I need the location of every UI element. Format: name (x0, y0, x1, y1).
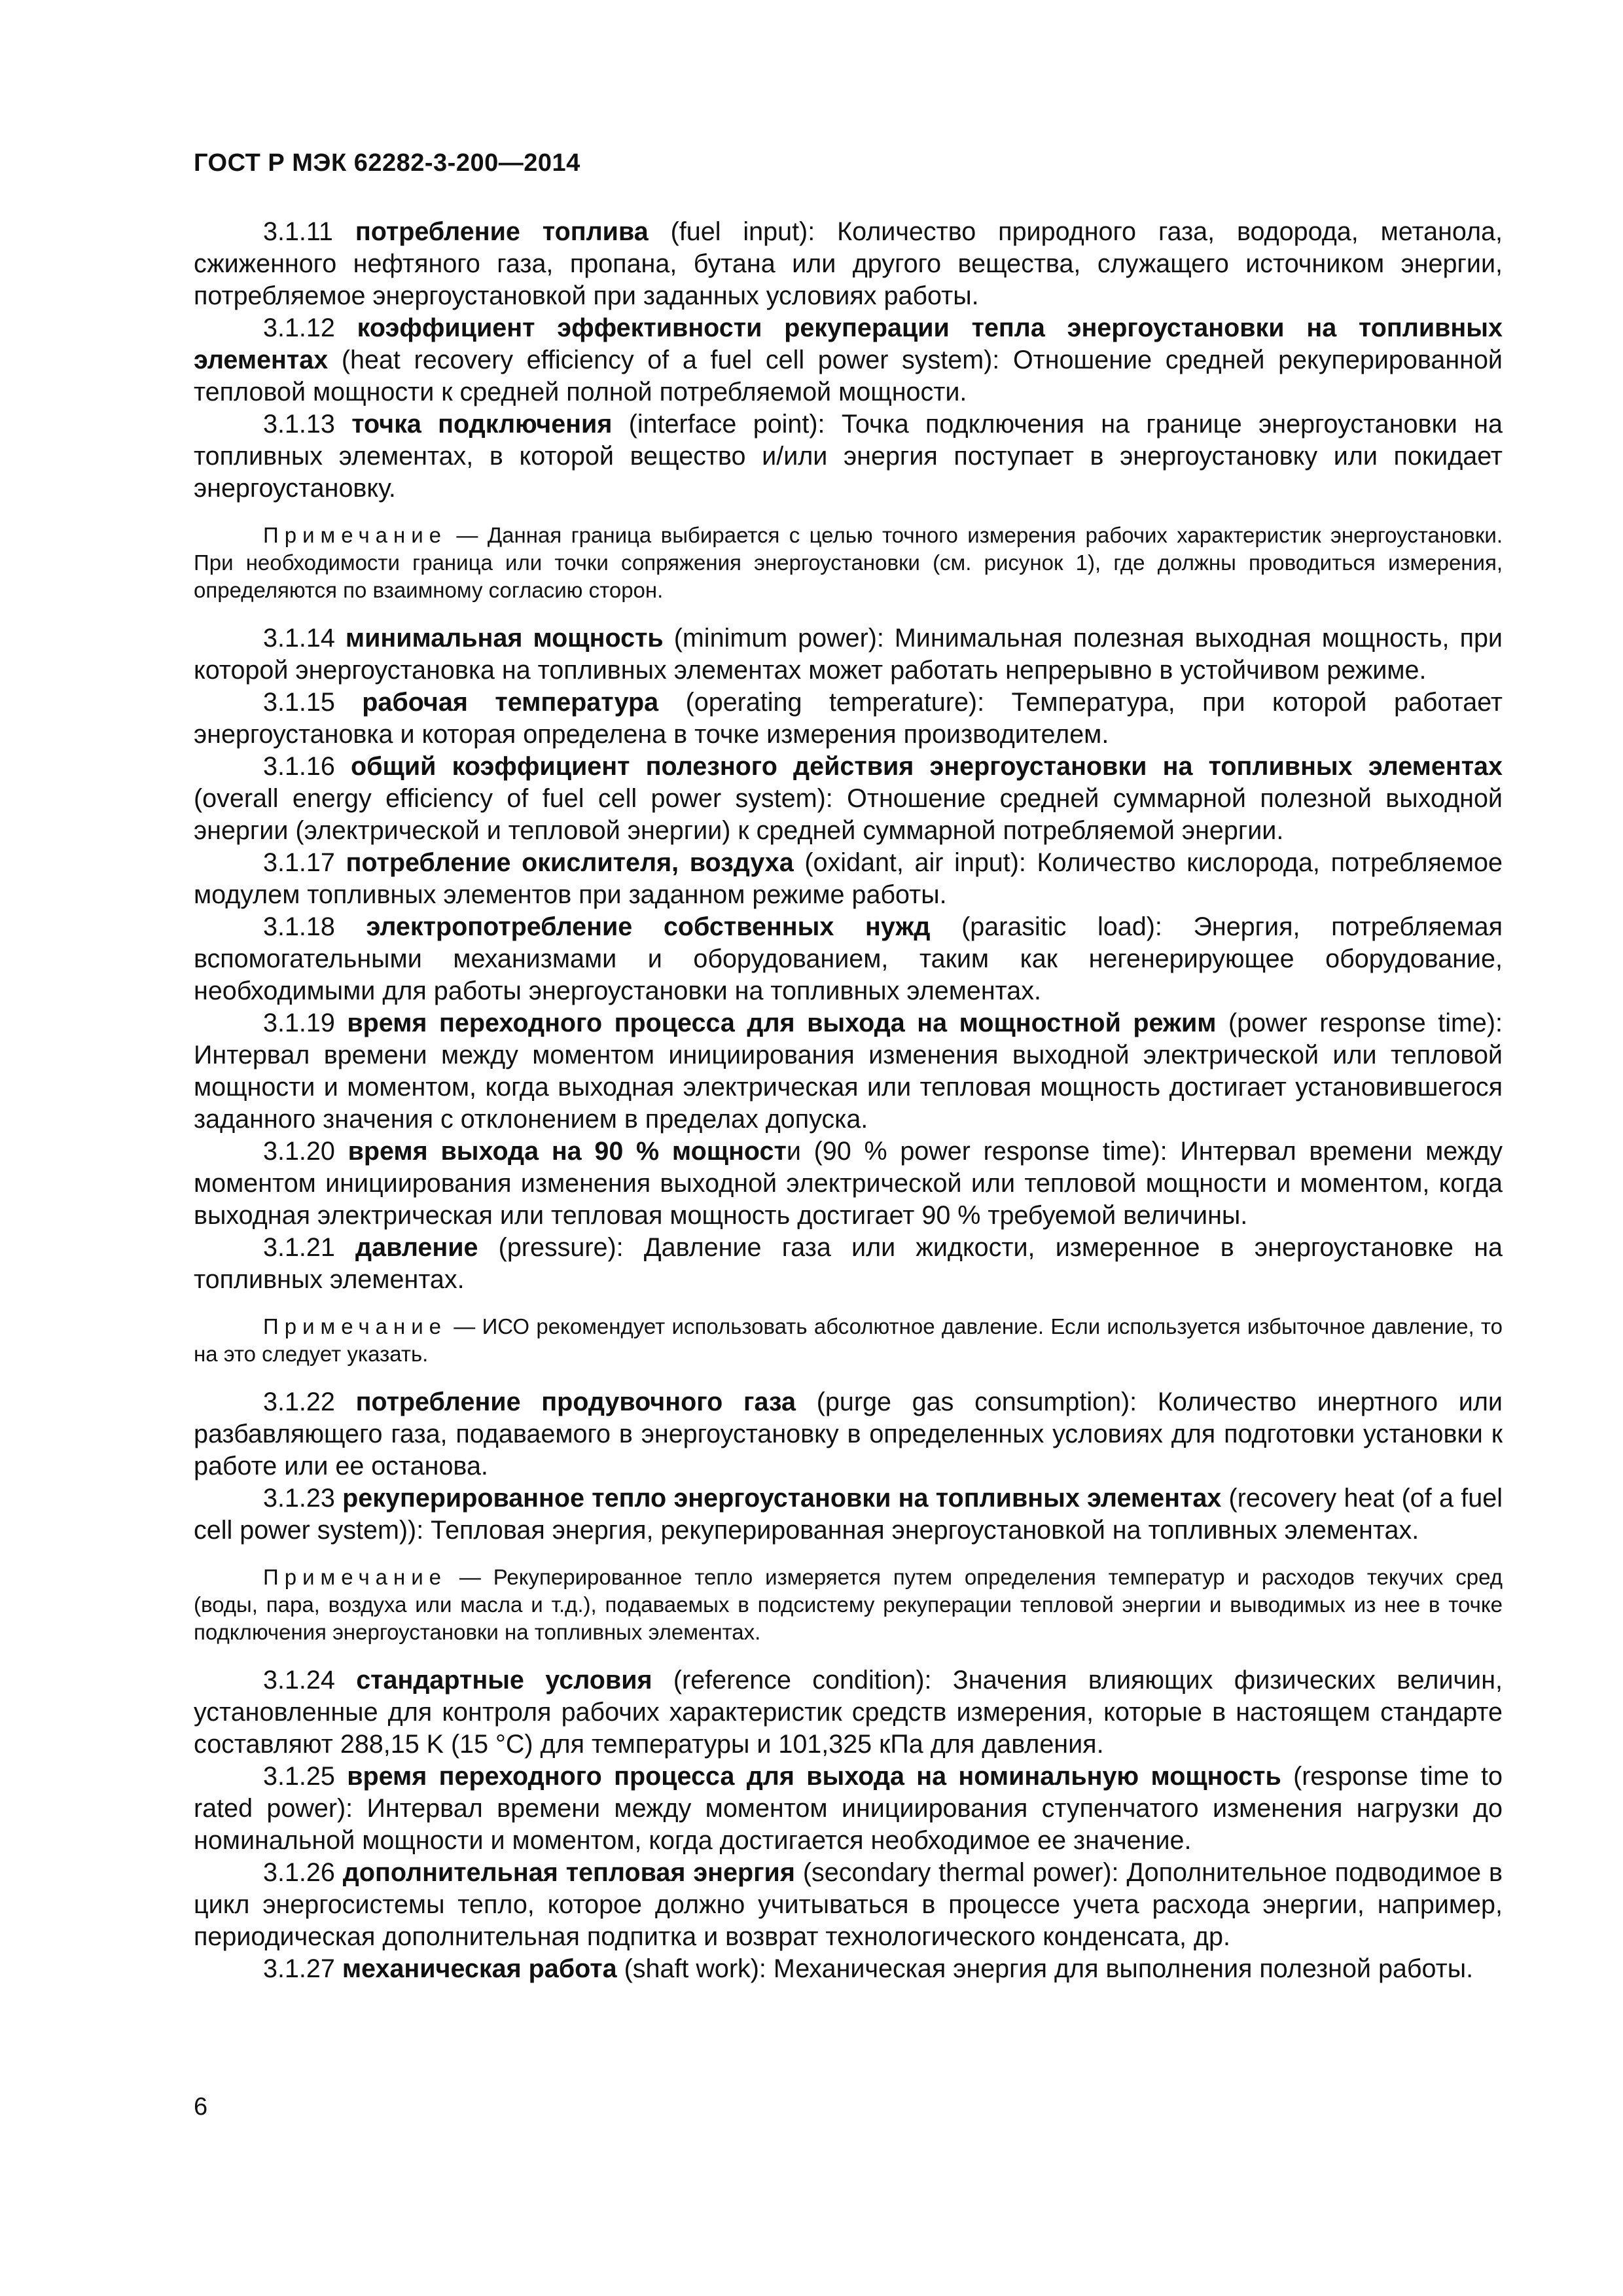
term-name: электропотребление собственных нужд (366, 912, 931, 941)
term-number: 3.1.14 (263, 624, 335, 653)
term-text: (parasitic load): Энергия, потребляемая вспомогательными механизмами и оборудованием, таким как негенерирующее оборудование, необходимыми для работы энергоустановки на топливных элементах. (194, 912, 1503, 1005)
note-text: — ИСО рекомендует использовать абсолютное давление. Если используется избыточное давление, то на это следует указать. (194, 1314, 1503, 1366)
term-name: точка подключения (351, 410, 613, 439)
term-name: механическая работа (342, 1954, 617, 1983)
term-definition (194, 1857, 1503, 1953)
term-number: 3.1.11 (263, 217, 333, 246)
term-definition (194, 1007, 1503, 1136)
term-text: (recovery heat (of a fuel cell power system)): Тепловая энергия, рекуперированная энергоустановкой на топливных элементах. (194, 1484, 1503, 1545)
term-text: (fuel input): Количество природного газа, водорода, метанола, сжиженного нефтяного газа, пропана, бутана или другого вещества, служащего источником энергии, потребляемое энергоустановкой при заданных условиях работы. (194, 217, 1503, 310)
term-number: 3.1.25 (263, 1762, 335, 1791)
note-paragraph (194, 1564, 1503, 1646)
term-definition (194, 1386, 1503, 1482)
term-definition (194, 1232, 1503, 1296)
term-number: 3.1.13 (263, 410, 335, 439)
term-definition (194, 1136, 1503, 1232)
term-text: (response time to rated power): Интервал времени между моментом инициирования ступенчатого изменения нагрузки до номинальной мощности и моментом, когда достигается необходимое ее значение. (194, 1762, 1503, 1855)
term-text: (overall energy efficiency of fuel cell power system): Отношение средней суммарной полезной выходной энергии (электрической и тепловой энергии) к средней суммарной потребляемой энергии. (194, 784, 1503, 845)
term-name: рекуперированное тепло энергоустановки на топливных элементах (342, 1484, 1222, 1513)
term-definition (194, 911, 1503, 1007)
term-name: потребление топлива (355, 217, 649, 246)
document-body (194, 216, 1503, 1985)
term-definition (194, 312, 1503, 408)
term-name: стандартные условия (356, 1666, 652, 1695)
document-header: ГОСТ Р МЭК 62282-3-200—2014 (194, 149, 580, 177)
term-number: 3.1.24 (263, 1666, 335, 1695)
term-number: 3.1.17 (263, 848, 335, 877)
note-text: — Данная граница выбирается с целью точного измерения рабочих характеристик энергоустановки. При необходимости граница или точки сопряжения энергоустановки (см. рисунок 1), где должны проводиться измерения, определяются по взаимному согласию сторон. (194, 523, 1503, 602)
term-text: (operating temperature): Температура, при которой работает энергоустановка и которая определена в точке измерения производителем. (194, 688, 1503, 749)
term-number: 3.1.18 (263, 912, 335, 941)
page-number: 6 (194, 2093, 208, 2121)
term-definition (194, 847, 1503, 911)
term-definition (194, 1953, 1503, 1985)
term-name: минимальная мощность (345, 624, 664, 653)
term-number: 3.1.19 (263, 1009, 335, 1037)
term-text: (secondary thermal power): Дополнительное подводимое в цикл энергосистемы тепло, которое должно учитываться в процессе учета расхода энергии, например, периодическая дополнительная подпитка и возврат технологического конденсата, др. (194, 1858, 1503, 1951)
term-text: (minimum power): Минимальная полезная выходная мощность, при которой энергоустановка на топливных элементах может работать непрерывно в устойчивом режиме. (194, 624, 1503, 685)
term-number: 3.1.23 (263, 1484, 335, 1513)
term-definition (194, 408, 1503, 505)
term-definition (194, 687, 1503, 751)
term-text: (interface point): Точка подключения на границе энергоустановки на топливных элементах, в которой вещество и/или энергия поступает в энергоустановку или покидает энергоустановку. (194, 410, 1503, 503)
term-definition (194, 216, 1503, 312)
note-text: — Рекуперированное тепло измеряется путем определения температур и расходов текучих сред (воды, пара, воздуха или масла и т.д.), подаваемых в подсистему рекуперации тепловой энергии и выводимых из нее в точке подключения энергоустановки на топливных элементах. (194, 1565, 1503, 1644)
term-definition (194, 1664, 1503, 1761)
term-text: (reference condition): Значения влияющих физических величин, установленные для контроля рабочих характеристик средств измерения, которые в настоящем стандарте составляют 288,15 K (15 °C) для температуры и 101,325 кПа для давления. (194, 1666, 1503, 1759)
term-number: 3.1.12 (263, 314, 335, 342)
term-name: рабочая температура (362, 688, 659, 717)
term-definition (194, 1761, 1503, 1857)
term-name: общий коэффициент полезного действия энергоустановки на топливных элементах (351, 752, 1503, 781)
note-label: Примечание (263, 1314, 448, 1338)
term-number: 3.1.27 (263, 1954, 335, 1983)
term-text: (oxidant, air input): Количество кислорода, потребляемое модулем топливных элементов при заданном режиме работы. (194, 848, 1503, 909)
term-number: 3.1.26 (263, 1858, 335, 1887)
term-text: и (90 % power response time): Интервал времени между моментом инициирования изменения выходной электрической или тепловой мощности и моментом, когда выходная электрическая или тепловая мощность достигает 90 % требуемой величины. (194, 1137, 1503, 1230)
term-name: потребление продувочного газа (355, 1388, 796, 1416)
note-paragraph (194, 1313, 1503, 1368)
term-text: (pressure): Давление газа или жидкости, измеренное в энергоустановке на топливных элементах. (194, 1233, 1503, 1294)
term-name: время выхода на 90 % мощност (348, 1137, 787, 1166)
term-name: дополнительная тепловая энергия (342, 1858, 795, 1887)
term-text: (heat recovery efficiency of a fuel cell power system): Отношение средней рекуперированной тепловой мощности к средней полной потребляемой мощности. (194, 346, 1503, 406)
term-definition (194, 622, 1503, 687)
term-name: время переходного процесса для выхода на номинальную мощность (347, 1762, 1281, 1791)
term-name: время переходного процесса для выхода на мощностной режим (347, 1009, 1217, 1037)
note-label: Примечание (263, 1565, 448, 1589)
term-name: коэффициент эффективности рекуперации тепла энергоустановки на топливных элементах (194, 314, 1503, 374)
term-number: 3.1.22 (263, 1388, 335, 1416)
term-name: давление (355, 1233, 478, 1262)
term-number: 3.1.15 (263, 688, 335, 717)
term-number: 3.1.21 (263, 1233, 335, 1262)
term-text: (shaft work): Механическая энергия для выполнения полезной работы. (616, 1954, 1474, 1983)
term-number: 3.1.20 (263, 1137, 335, 1166)
note-label: Примечание (263, 523, 448, 547)
term-number: 3.1.16 (263, 752, 335, 781)
note-paragraph (194, 522, 1503, 604)
term-definition (194, 751, 1503, 847)
term-text: (power response time): Интервал времени между моментом инициирования изменения выходной электрической или тепловой мощности и моментом, когда выходная электрическая или тепловая мощность достигает установившегося заданного значения с отклонением в пределах допуска. (194, 1009, 1503, 1134)
term-text: (purge gas consumption): Количество инертного или разбавляющего газа, подаваемого в энергоустановку в определенных условиях для подготовки установки к работе или ее останова. (194, 1388, 1503, 1480)
term-name: потребление окислителя, воздуха (346, 848, 794, 877)
term-definition (194, 1482, 1503, 1547)
